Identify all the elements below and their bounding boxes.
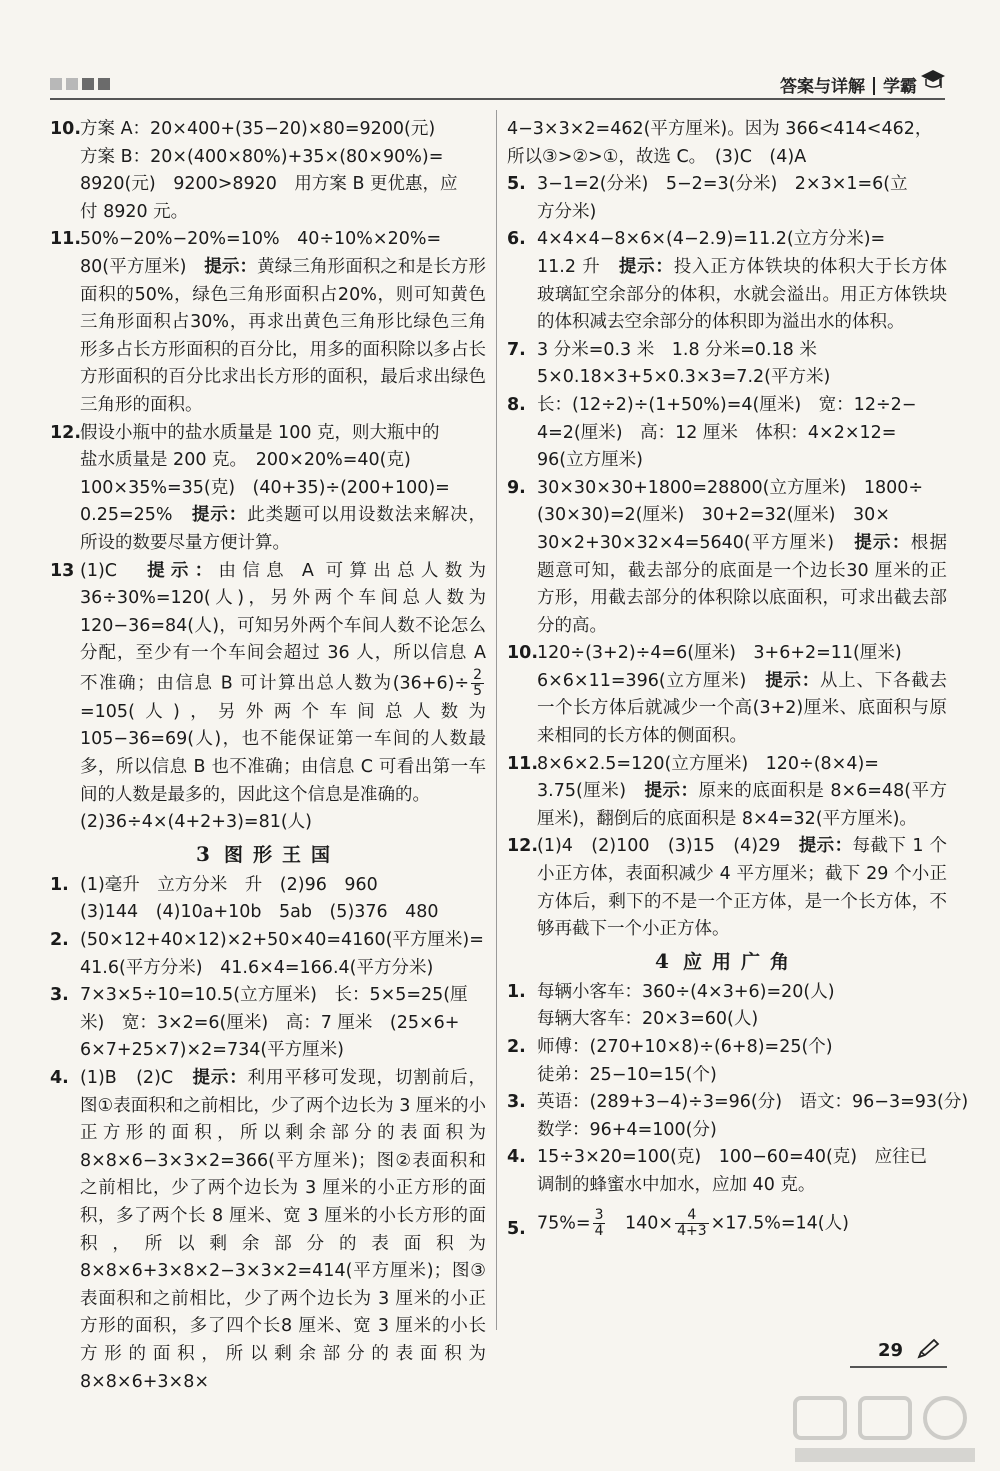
header-brand: 学霸 [883, 77, 917, 97]
fraction-denominator: 4+3 [677, 1222, 707, 1239]
text-line: 方分米) [537, 201, 597, 222]
answer-item-10r [507, 640, 947, 750]
item-number: 4. [50, 1068, 69, 1088]
item-number: 11. [507, 753, 539, 774]
text-line: (3)144 (4)10a+10b 5ab (5)376 480 [80, 902, 439, 923]
text-line: 每辆大客车：20×3=60(人) [537, 1009, 759, 1030]
section3-item-3 [50, 982, 486, 1065]
section-title: 应用广角 [682, 950, 799, 973]
text-line: 假设小瓶中的盐水质量是 100 克，则大瓶中的 [80, 422, 440, 443]
hint-label: 提示： [204, 256, 258, 277]
answer-item-11 [50, 226, 486, 419]
text-line: 41.6(平方分米) 41.6×4=166.4(平方分米) [80, 957, 434, 978]
text-line: 0.25=25% [80, 505, 173, 526]
item-number: 12. [50, 422, 82, 443]
hint-label: 提示： [618, 256, 674, 277]
answer-item-13 [50, 558, 486, 837]
left-column [50, 116, 486, 1396]
fraction [593, 1208, 606, 1239]
fraction-numerator: 3 [594, 1206, 604, 1223]
header-title [780, 72, 917, 97]
text-line: 调制的蜂蜜水中加水，应加 40 克。 [537, 1174, 816, 1195]
hint-text: 每截下 1 个小正方体，表面积减少 4 平方厘米；截下 29 个小正方体后，剩下的不是一个正方体，是一个长方体，不够再截下一个小正方体。 [537, 836, 947, 940]
text-line: 付 8920 元。 [80, 201, 189, 222]
section-number: 3 [196, 841, 210, 866]
hint-text: 根据题意可知，截去部分的底面是一个边长30 厘米的正方形，用截去部分的体积除以底面积，可求出截去部分的高。 [537, 532, 947, 636]
text-line: 8920(元) 9200>8920 用方案 B 更优惠，应 [80, 174, 458, 195]
hint-label: 提示： [147, 560, 219, 581]
text-line: 方案 A：20×400+(35−20)×80=9200(元) [80, 119, 436, 139]
pencil-icon [915, 1338, 941, 1360]
text-line: 80(平方厘米) [80, 256, 187, 277]
answer-text: (1)B (2)C [80, 1068, 174, 1088]
item-number: 4. [507, 1147, 526, 1168]
answer-item-12r [507, 833, 947, 943]
text-line: 师傅：(270+10×8)÷(6+8)=25(个) [537, 1037, 833, 1057]
right-column [507, 116, 969, 1239]
hint-label: 提示： [644, 781, 699, 802]
text-line: 15÷3×20=100(克) 100−60=40(克) 应往已 [537, 1147, 928, 1168]
continued-text [507, 116, 947, 171]
text-line: 50%−20%−20%=10% 40÷10%×20%= [80, 229, 442, 250]
text-line: 100×35%=35(克) (40+35)÷(200+100)= [80, 477, 450, 498]
section4-item-4 [507, 1144, 947, 1199]
item-number: 2. [507, 1037, 526, 1057]
answer-text: 3.75(厘米) [537, 781, 645, 802]
text-line: (50×12+40×12)×2+50×40=4160(平方厘米)= [80, 930, 484, 951]
hint-label: 提示： [854, 532, 911, 553]
item-number: 9. [507, 477, 526, 498]
item-number: 11. [50, 229, 82, 250]
item-number: 6. [507, 229, 526, 250]
section-number: 4 [655, 948, 669, 973]
hint-text: 此类题可以用设数法来解决，所设的数要尽量方便计算。 [80, 505, 487, 553]
text-line: 7×3×5÷10=10.5(立方厘米) 长：5×5=25(厘 [80, 985, 468, 1006]
hint-text: 从上、下各截去一个长方体后就减少一个高(3+2)厘米、底面积与原来相同的长方体的侧面积。 [537, 670, 947, 747]
text-line: 4=2(厘米) 高：12 厘米 体积：4×2×12= [537, 422, 897, 443]
item-number: 8. [507, 394, 526, 415]
text-line: 数学：96+4=100(分) [537, 1119, 717, 1140]
section-heading-4 [507, 946, 947, 977]
section3-item-1 [50, 872, 486, 927]
answer-item-7 [507, 337, 947, 392]
section3-item-2 [50, 927, 486, 982]
text-line: 30×30×30+1800=28800(立方厘米) 1800÷ [537, 477, 924, 498]
item-number: 5. [507, 174, 526, 195]
text-line: 长：(12÷2)÷(1+50%)=4(厘米) 宽：12÷2− [537, 394, 917, 415]
answer-text: (1)C [80, 560, 118, 581]
answer-text: (1)4 (2)100 (3)15 (4)29 [537, 836, 799, 857]
text-line: 英语：(289+3−4)÷3=96(分) 语文：96−3=93(分) [537, 1092, 969, 1113]
text-segment: 75%= [537, 1213, 591, 1234]
item-number: 10. [507, 643, 539, 664]
text-line: 方案 B：20×(400×80%)+35×(80×90%)= [80, 146, 444, 167]
hint-text: 投入正方体铁块的体积大于长方体玻璃缸空余部分的体积，水就会溢出。用正方体铁块的体积减去空余部分的体积即为溢出水的体积。 [537, 256, 948, 333]
text-line: 4×4×4−8×6×(4−2.9)=11.2(立方分米)= [537, 229, 886, 250]
text-line: 8×6×2.5=120(立方厘米) 120÷(8×4)= [537, 753, 879, 774]
item-number: 13 [50, 560, 75, 581]
hint-text: 由信息 A 可算出总人数为 36÷30%=120(人)，另外两个车间总人数为 120−36=84(人)，可知另外两个车间人数不论怎么分配，至少有一个车间会超过 36 人，所以信息 A 不准确；由信息 B 可计算出总人数为(36+6)÷ [80, 560, 486, 694]
page-header [50, 70, 945, 100]
answer-item-8 [507, 392, 947, 475]
item-number: 10. [50, 119, 82, 139]
header-rule [50, 98, 945, 100]
fraction [675, 1208, 709, 1239]
section4-item-1 [507, 979, 947, 1034]
column-divider [496, 110, 497, 1330]
hint-label: 提示： [192, 1068, 248, 1088]
hint-label: 提示： [765, 670, 821, 691]
text-line: 所以③>②>①，故选 C。 (3)C (4)A [507, 146, 807, 167]
section-title: 图形王国 [223, 843, 340, 866]
header-title-text: 答案与详解 [780, 77, 865, 97]
text-line: 每辆小客车：360÷(4×3+6)=20(人) [537, 981, 835, 1002]
text-line: 6×7+25×7)×2=734(平方厘米) [80, 1040, 345, 1061]
hint-text: 利用平移可发现，切割前后，图①表面积和之前相比，少了两个边长为 3 厘米的小正方形的面积，所以剩余部分的表面积为 8×8×6−3×3×2=366(平方厘米)；图②表面积和之前相比，少了两个边长为 3 厘米的小正方形的面积，多了两个长 8 厘米、宽 3 厘米的小长方形的面积，所以剩余部分的表面积为 8×8×6+3×8×2−3×3×2=414(平方厘米)；图③表面积和之前相比，少了两个边长为 3 厘米的小正方形的面积，多了四个长8 厘米、宽 3 厘米的小长方形的面积，所以剩余部分的表面积为 8×8×6+3×8× [80, 1068, 487, 1392]
section4-item-2 [507, 1034, 947, 1089]
item-number: 1. [507, 981, 526, 1002]
section3-item-4 [50, 1065, 486, 1396]
answer-item-9 [507, 475, 947, 641]
text-line: 5×0.18×3+5×0.3×3=7.2(平方米) [537, 367, 831, 388]
fraction-denominator: 4 [594, 1222, 604, 1239]
hint-text: 原来的底面积是 8×6=48(平方厘米)，翻倒后的底面积是 8×4=32(平方厘米)。 [537, 781, 947, 829]
text-segment: 140× [607, 1213, 674, 1234]
answer-item-6 [507, 226, 947, 336]
text-line: 3−1=2(分米) 5−2=3(分米) 2×3×1=6(立 [537, 174, 908, 195]
answer-text: 11.2 升 [537, 256, 619, 277]
answer-text: (2)36÷4×(4+2+3)=81(人) [80, 812, 312, 833]
text-line: (30×30)=2(厘米) 30+2=32(厘米) 30× [537, 505, 890, 526]
hint-label: 提示： [191, 505, 248, 526]
text-line: 3 分米=0.3 米 1.8 分米=0.18 米 [537, 339, 817, 360]
footer-rule [850, 1366, 947, 1368]
item-number: 3. [50, 985, 69, 1006]
fraction-denominator: 5 [473, 682, 482, 699]
answer-item-11r [507, 751, 947, 834]
item-number: 5. [507, 1218, 526, 1239]
answer-text: 6×6×11=396(立方厘米) [537, 670, 766, 691]
text-line: (1)毫升 立方分米 升 (2)96 960 [80, 874, 378, 895]
text-line: 4−3×3×2=462(平方厘米)。因为 366<414<462， [507, 119, 933, 139]
item-number: 1. [50, 874, 69, 895]
section-heading-3 [50, 839, 486, 870]
hint-text: =105(人)，另外两个车间总人数为 105−36=69(人)，也不能保证第一车间的人数最多，所以信息 B 也不准确；由信息 C 可看出第一车间的人数是最多的，因此这个信息是准确的。 [80, 701, 486, 805]
text-line: 96(立方厘米) [537, 450, 643, 471]
item-number: 7. [507, 339, 526, 360]
answer-item-12 [50, 420, 486, 558]
section4-item-3 [507, 1089, 969, 1144]
hint-label: 提示： [798, 836, 853, 857]
graduation-cap-icon [919, 64, 945, 94]
header-decoration [50, 78, 110, 90]
item-number: 12. [507, 836, 539, 857]
section4-item-5 [507, 1208, 947, 1239]
fraction-numerator: 2 [473, 666, 482, 683]
fraction-numerator: 4 [675, 1208, 709, 1224]
answer-item-10 [50, 116, 486, 226]
answer-item-5 [507, 171, 947, 226]
answer-text: 30×2+30×32×4=5640(平方厘米) [537, 532, 855, 553]
text-line: 120÷(3+2)÷4=6(厘米) 3+6+2=11(厘米) [537, 643, 902, 664]
text-line: 米) 宽：3×2=6(厘米) 高：7 厘米 (25×6+ [80, 1012, 460, 1033]
item-number: 2. [50, 930, 69, 951]
hint-text: 黄绿三角形面积之和是长方形面积的50%，绿色三角形面积占20%，则可知黄色三角形面积占30%，再求出黄色三角形比绿色三角形多占长方形面积的百分比，用多的面积除以多占长方形面积的百分比求出长方形的面积，最后求出绿色三角形的面积。 [80, 256, 487, 415]
watermark-logo [785, 1390, 985, 1470]
page-number: 29 [878, 1340, 904, 1361]
fraction [471, 668, 484, 699]
text-line: 盐水质量是 200 克。 200×20%=40(克) [80, 450, 411, 471]
text-line: 徒弟：25−10=15(个) [537, 1064, 717, 1085]
item-number: 3. [507, 1092, 526, 1113]
text-segment: ×17.5%=14(人) [710, 1213, 849, 1234]
